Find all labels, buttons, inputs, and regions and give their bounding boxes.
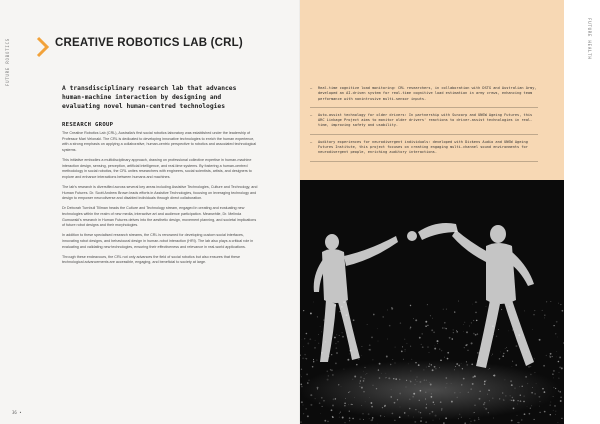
point-cloud-dot	[312, 366, 314, 368]
point-cloud-dot	[560, 397, 562, 399]
point-cloud-dot	[324, 420, 326, 422]
point-cloud-dot	[392, 359, 393, 360]
point-cloud-dot	[429, 352, 430, 353]
point-cloud-dot	[387, 310, 388, 311]
point-cloud-dot	[453, 332, 454, 333]
point-cloud-dot	[473, 333, 475, 335]
point-cloud-dot	[302, 358, 304, 360]
point-cloud-dot	[464, 322, 465, 323]
point-cloud-dot	[413, 318, 414, 319]
point-cloud-dot	[478, 419, 479, 420]
point-cloud-dot	[553, 410, 554, 411]
point-cloud-dot	[307, 415, 309, 417]
point-cloud-dot	[433, 331, 435, 333]
point-cloud-dot	[402, 346, 403, 347]
point-cloud-dot	[475, 312, 477, 314]
point-cloud-dot	[400, 322, 401, 323]
point-cloud-photo	[300, 180, 564, 424]
point-cloud-dot	[306, 408, 307, 409]
point-cloud-dot	[441, 350, 442, 351]
point-cloud-dot	[463, 324, 464, 325]
point-cloud-dot	[456, 331, 458, 333]
point-cloud-dot	[306, 374, 308, 376]
point-cloud-dot	[310, 312, 312, 314]
point-cloud-dot	[327, 421, 329, 423]
point-cloud-dot	[401, 351, 403, 353]
point-cloud-dot	[558, 303, 559, 304]
point-cloud-dot	[447, 352, 449, 354]
point-cloud-dot	[410, 346, 411, 347]
point-cloud-dot	[499, 358, 501, 360]
point-cloud-dot	[300, 374, 301, 375]
point-cloud-dot	[516, 364, 517, 365]
point-cloud-dot	[406, 343, 407, 344]
point-cloud-dot	[518, 422, 520, 424]
point-cloud-dot	[556, 357, 557, 358]
point-cloud-dot	[315, 340, 316, 341]
point-cloud-dot	[309, 338, 311, 340]
point-cloud-dot	[521, 419, 522, 420]
point-cloud-dot	[310, 404, 312, 406]
point-cloud-dot	[339, 335, 340, 336]
point-cloud-dot	[367, 324, 368, 325]
point-cloud-dot	[560, 304, 561, 305]
point-cloud-dot	[556, 351, 557, 352]
point-cloud-dot	[555, 414, 556, 415]
body-column	[62, 131, 258, 270]
point-cloud-dot	[336, 352, 338, 354]
point-cloud-dot	[353, 319, 355, 321]
point-cloud-dot	[395, 347, 396, 348]
point-cloud-dot	[404, 349, 405, 350]
point-cloud-dot	[439, 348, 440, 349]
point-cloud-dot	[317, 316, 318, 317]
point-cloud-dot	[403, 359, 404, 360]
point-cloud-dot	[361, 355, 362, 356]
point-cloud-dot	[476, 302, 477, 303]
point-cloud-dot	[561, 418, 562, 419]
point-cloud-dot	[301, 376, 302, 377]
point-cloud-dot	[303, 413, 304, 414]
point-cloud-dot	[359, 419, 360, 420]
point-cloud-dot	[471, 342, 473, 344]
point-cloud-dot	[512, 329, 513, 330]
point-cloud-dot	[477, 352, 479, 354]
point-cloud-dot	[528, 366, 529, 367]
point-cloud-dot	[318, 343, 319, 344]
point-cloud-dot	[304, 338, 305, 339]
point-cloud-dot	[456, 330, 457, 331]
point-cloud-dot	[419, 337, 421, 339]
project-list	[310, 84, 538, 165]
point-cloud-dot	[446, 309, 447, 310]
body-paragraph: In addition to these specialised research streams, the CRL is renowned for developing custom social interfaces, innovating robot designs, and behavioural design in human-robot interaction (HRI). The lab also plays a critical role in evaluating and validating new technologies, ensuring their effectiveness and relevance in real-world applications.	[62, 233, 254, 249]
point-cloud-dot	[550, 414, 551, 415]
point-cloud-dot	[561, 367, 563, 369]
point-cloud-dot	[472, 304, 473, 305]
point-cloud-dot	[303, 346, 304, 347]
point-cloud-dot	[425, 321, 427, 323]
page-number: 36 •	[12, 410, 22, 415]
point-cloud-dot	[332, 416, 333, 417]
point-cloud-dot	[306, 333, 308, 335]
point-cloud-dot	[454, 311, 455, 312]
point-cloud-dot	[331, 354, 332, 355]
point-cloud-dot	[358, 359, 359, 360]
point-cloud-dot	[305, 358, 306, 359]
point-cloud-dot	[432, 318, 433, 319]
list-item	[310, 138, 538, 162]
point-cloud-dot	[442, 327, 444, 329]
point-cloud-dot	[370, 420, 371, 421]
list-item-text: Auditory experiences for neurodivergent individuals: developed with Dickens Audio and UNSW Ageing Futures Institute, this project focuses on creating engaging multi-channel sound environments for neurodivergent people, enriching auditory interactions.	[318, 139, 528, 155]
point-cloud-dot	[444, 357, 445, 358]
point-cloud-dot	[344, 422, 345, 423]
point-cloud-dot	[320, 413, 321, 414]
point-cloud-dot	[466, 331, 468, 333]
point-cloud-dot	[554, 405, 556, 407]
point-cloud-dot	[337, 341, 338, 342]
point-cloud-dot	[466, 344, 468, 346]
point-cloud-dot	[557, 422, 558, 423]
point-cloud-dot	[405, 351, 406, 352]
point-cloud-dot	[557, 337, 558, 338]
point-cloud-dot	[321, 332, 322, 333]
point-cloud-dot	[492, 354, 493, 355]
point-cloud-dot	[458, 301, 459, 302]
chevron-right-icon	[35, 36, 51, 58]
point-cloud-dot	[422, 346, 424, 348]
point-cloud-dot	[560, 400, 562, 402]
point-cloud-dot	[304, 354, 305, 355]
point-cloud-dot	[363, 419, 364, 420]
point-cloud-dot	[524, 311, 525, 312]
point-cloud-dot	[477, 333, 478, 334]
point-cloud-dot	[318, 334, 319, 335]
point-cloud-dot	[414, 421, 416, 423]
point-cloud-dot	[546, 301, 547, 302]
list-item	[310, 111, 538, 135]
bullet-marker: –	[310, 112, 313, 117]
point-cloud-dot	[556, 411, 557, 412]
point-cloud-dot	[549, 404, 550, 405]
point-cloud-dot	[539, 339, 541, 341]
point-cloud-dot	[425, 421, 427, 423]
point-cloud-dot	[314, 347, 315, 348]
point-cloud-dot	[437, 343, 438, 344]
point-cloud-dot	[533, 314, 535, 316]
point-cloud-dot	[534, 419, 535, 420]
point-cloud-dot	[558, 361, 560, 363]
body-paragraph: The Creative Robotics Lab (CRL), Australia's first social robotics laboratory was established under the leadership of Professor Mari Velonaki. The CRL is dedicated to developing innovative technologies to enrich the human experience, with a strong emphasis on applying a collaborative, human-centric perspective to robotics and associated technological systems.	[62, 131, 257, 153]
point-cloud-dot	[546, 355, 547, 356]
point-cloud-dot	[508, 330, 509, 331]
point-cloud-dot	[463, 331, 464, 332]
point-cloud-dot	[336, 335, 337, 336]
point-cloud-dot	[302, 339, 303, 340]
point-cloud-dot	[303, 310, 304, 311]
point-cloud-dot	[544, 411, 546, 413]
point-cloud-dot	[475, 334, 477, 336]
point-cloud-dot	[473, 320, 474, 321]
point-cloud-dot	[434, 345, 435, 346]
point-cloud-dot	[369, 418, 370, 419]
point-cloud-dot	[505, 348, 506, 349]
highlight-panel	[300, 0, 564, 180]
point-cloud-dot	[475, 301, 476, 302]
point-cloud-dot	[529, 413, 531, 415]
point-cloud-dot	[443, 309, 444, 310]
page-title: CREATIVE ROBOTICS LAB (CRL)	[55, 37, 243, 49]
point-cloud-dot	[347, 359, 349, 361]
point-cloud-dot	[371, 419, 373, 421]
point-cloud-dot	[372, 359, 373, 360]
point-cloud-dot	[313, 361, 314, 362]
point-cloud-dot	[550, 402, 551, 403]
point-cloud-dot	[516, 345, 518, 347]
point-cloud-dot	[559, 367, 561, 369]
point-cloud-dot	[507, 350, 509, 352]
point-cloud-dot	[330, 369, 331, 370]
point-cloud-dot	[476, 320, 478, 322]
point-cloud-dot	[553, 378, 554, 379]
point-cloud-dot	[342, 417, 344, 419]
point-cloud-dot	[556, 321, 558, 323]
point-cloud-dot	[498, 329, 499, 330]
point-cloud-dot	[394, 420, 395, 421]
point-cloud-dot	[445, 328, 446, 329]
point-cloud-dot	[349, 420, 350, 421]
point-cloud-dot	[425, 325, 427, 327]
point-cloud-dot	[559, 372, 560, 373]
point-cloud-dot	[550, 301, 551, 302]
point-cloud-dot	[542, 310, 543, 311]
point-cloud-dot	[452, 338, 454, 340]
point-cloud-dot	[339, 311, 340, 312]
point-cloud-dot	[410, 327, 411, 328]
point-cloud-dot	[467, 350, 468, 351]
point-cloud-figures-image	[300, 180, 564, 424]
point-cloud-dot	[300, 421, 301, 422]
point-cloud-dot	[342, 336, 344, 338]
point-cloud-dot	[544, 318, 545, 319]
point-cloud-dot	[549, 356, 550, 357]
point-cloud-dot	[369, 349, 371, 351]
point-cloud-dot	[500, 352, 501, 353]
point-cloud-dot	[534, 310, 535, 311]
point-cloud-dot	[386, 356, 388, 358]
point-cloud-dot	[558, 378, 559, 379]
point-cloud-dot	[524, 413, 526, 415]
point-cloud-dot	[427, 325, 428, 326]
point-cloud-dot	[415, 319, 417, 321]
point-cloud-dot	[444, 322, 446, 324]
point-cloud-dot	[491, 355, 492, 356]
point-cloud-dot	[421, 344, 422, 345]
point-cloud-dot	[300, 354, 301, 356]
point-cloud-dot	[493, 418, 494, 419]
list-item-text: Real-time cognitive load monitoring: CRL researchers, in collaboration with DSTG and Australian Army, developed an AI-driven system for real-time cognitive load estimation in army crews, enhancing team performance with nonintrusive multi-sensor inputs.	[318, 86, 537, 101]
point-cloud-dot	[470, 421, 471, 422]
point-cloud-dot	[306, 358, 307, 359]
point-cloud-dot	[431, 329, 433, 331]
list-item	[310, 84, 538, 108]
point-cloud-dot	[387, 339, 388, 340]
point-cloud-dot	[320, 326, 321, 327]
point-cloud-dot	[503, 353, 504, 354]
point-cloud-dot	[335, 363, 337, 365]
point-cloud-dot	[471, 322, 472, 323]
point-cloud-dot	[372, 417, 374, 419]
point-cloud-dot	[427, 304, 428, 305]
point-cloud-dot	[453, 329, 454, 330]
point-cloud-dot	[349, 417, 351, 419]
body-paragraph: This initiative embodies a multidisciplinary approach, drawing on professional collective expertise in human-machine interaction design, sensing, perception, artificial intelligence, and real-time systems. By fostering a human-centred methodology in social robotics, the CRL unites researchers with engineers, social scientists, artists, and designers to explore and enhance interactions between humans and machines.	[62, 158, 252, 180]
point-cloud-dot	[449, 337, 451, 339]
point-cloud-dot	[559, 356, 561, 358]
point-cloud-dot	[420, 420, 422, 422]
point-cloud-dot	[336, 347, 338, 349]
point-cloud-dot	[349, 354, 350, 355]
point-cloud-dot	[511, 420, 513, 422]
point-cloud-dot	[301, 401, 303, 403]
point-cloud-dot	[334, 337, 336, 339]
point-cloud-dot	[447, 358, 449, 360]
point-cloud-dot	[378, 341, 379, 342]
body-paragraph: The lab's research is diversified across several key areas including Assistive Technologies, Culture and Technology, and Human Futures. Dr. Scott Andrew Brown leads efforts in Assistive Technologies, focusing on leveraging technology and design to empower neurodiverse and disabled individuals through direct collaboration.	[62, 185, 258, 201]
point-cloud-dot	[430, 315, 431, 316]
point-cloud-dot	[339, 413, 340, 414]
point-cloud-dot	[410, 305, 411, 306]
point-cloud-dot	[512, 361, 513, 362]
point-cloud-dot	[342, 332, 343, 333]
point-cloud-dot	[544, 314, 545, 315]
point-cloud-dot	[361, 346, 362, 347]
point-cloud-dot	[329, 356, 330, 357]
list-item-text: Auto-assist technology for older drivers: In partnership with Suncorp and UNSW Ageing Futures, this ARC Linkage Project aims to monitor older drivers' reactions to driver-assist technologies in real-time, improving safety and usability.	[318, 112, 533, 128]
point-cloud-dot	[553, 325, 554, 326]
lede-text: A transdisciplinary research lab that advances human-machine interaction by designing and evaluating novel human-centred technologies	[62, 85, 237, 111]
point-cloud-dot	[307, 342, 309, 344]
body-paragraph: Through these endeavours, the CRL not only advances the field of social robotics but also ensures that these technological advancements are accessible, engaging, and beneficial to society at large.	[62, 254, 240, 265]
point-cloud-dot	[335, 343, 336, 344]
point-cloud-dot	[550, 353, 552, 355]
point-cloud-dot	[313, 302, 314, 303]
point-cloud-dot	[532, 329, 533, 330]
point-cloud-dot	[437, 340, 439, 342]
point-cloud-dot	[530, 366, 531, 367]
point-cloud-dot	[427, 347, 428, 348]
point-cloud-dot	[382, 316, 384, 318]
point-cloud-dot	[377, 328, 378, 329]
section-heading: RESEARCH GROUP	[62, 122, 114, 128]
bullet-marker: –	[310, 86, 313, 90]
left-figure	[314, 234, 398, 362]
point-cloud-dot	[552, 373, 554, 375]
point-cloud-dot	[496, 336, 498, 338]
body-paragraph: Dr Deborah Turnbull Tillman heads the Culture and Technology stream, engaged in creating and evaluating new technologies within the realm of new media, interactive art and audience participation. Meanwhile, Dr. Melinda Gumowski's research in Human Futures delves into the aesthetic design, movement planning, and societal implications of future robot designs and their morphologies.	[62, 206, 257, 228]
point-cloud-dot	[539, 412, 540, 413]
right-vertical-label: FUTURE HEALTH	[587, 18, 592, 60]
point-cloud-dot	[486, 306, 487, 307]
point-cloud-dot	[444, 328, 445, 329]
right-figure	[452, 225, 534, 368]
point-cloud-dot	[369, 344, 371, 346]
point-cloud-dot	[543, 365, 545, 367]
point-cloud-dot	[506, 347, 507, 348]
point-cloud-dot	[469, 326, 470, 327]
point-cloud-dot	[501, 309, 502, 310]
point-cloud-dot	[371, 337, 373, 339]
point-cloud-dot	[410, 328, 411, 329]
right-page	[300, 0, 600, 424]
point-cloud-dot	[313, 359, 314, 360]
point-cloud-dot	[391, 308, 393, 310]
point-cloud-dot	[316, 360, 317, 361]
robot-arm	[407, 223, 458, 241]
point-cloud-dot	[339, 417, 340, 418]
point-cloud-dot	[563, 342, 564, 343]
bullet-marker: –	[310, 139, 313, 144]
point-cloud-dot	[373, 314, 375, 316]
point-cloud-dot	[347, 302, 348, 303]
point-cloud-dot	[534, 358, 535, 359]
point-cloud-dot	[422, 333, 423, 334]
point-cloud-dot	[404, 339, 405, 340]
point-cloud-dot	[555, 333, 556, 334]
point-cloud-dot	[352, 418, 353, 419]
point-cloud-dot	[517, 415, 518, 416]
point-cloud-dot	[562, 310, 564, 312]
left-vertical-label: FUTURE ROBOTICS	[5, 38, 10, 87]
point-cloud-dot	[303, 405, 304, 406]
point-cloud-dot	[434, 348, 436, 350]
point-cloud-dot	[464, 347, 465, 348]
point-cloud-dot	[411, 359, 412, 360]
point-cloud-dot	[552, 356, 553, 357]
point-cloud-dot	[553, 370, 555, 372]
point-cloud-dot	[389, 325, 391, 327]
point-cloud-dot	[517, 422, 518, 423]
point-cloud-dot	[474, 420, 476, 422]
point-cloud-dot	[502, 355, 504, 357]
point-cloud-dot	[301, 369, 302, 370]
